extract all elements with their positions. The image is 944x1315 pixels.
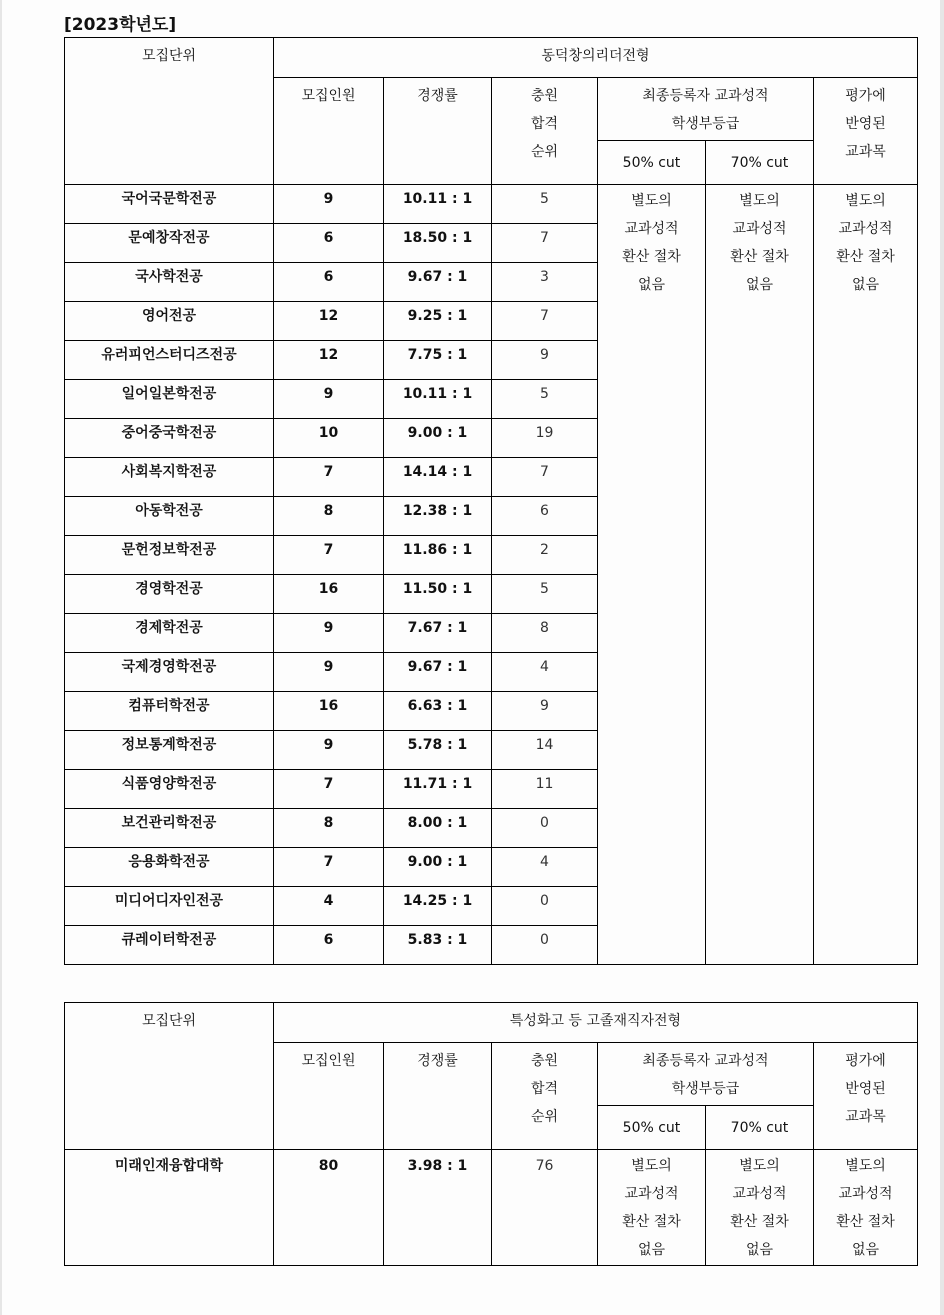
quota-cell: 7 [274,536,384,575]
unit-cell: 아동학전공 [65,497,274,536]
left-gutter [0,0,2,1315]
quota-cell: 9 [274,185,384,224]
unit-cell: 일어일본학전공 [65,380,274,419]
waitlist-cell: 5 [492,575,598,614]
track-title: 동덕창의리더전형 [274,38,918,78]
unit-cell: 미래인재융합대학 [65,1150,274,1266]
ratio-cell: 8.00 : 1 [384,809,492,848]
quota-cell: 6 [274,926,384,965]
quota-cell: 6 [274,263,384,302]
ratio-cell: 5.78 : 1 [384,731,492,770]
ratio-cell: 14.25 : 1 [384,887,492,926]
waitlist-cell: 0 [492,887,598,926]
ratio-cell: 9.00 : 1 [384,419,492,458]
cut70-header: 70% cut [706,141,814,185]
ratio-cell: 9.67 : 1 [384,653,492,692]
unit-cell: 영어전공 [65,302,274,341]
unit-cell: 국어국문학전공 [65,185,274,224]
ratio-cell: 11.71 : 1 [384,770,492,809]
waitlist-cell: 0 [492,926,598,965]
waitlist-cell: 2 [492,536,598,575]
page-title: [2023학년도] [64,15,177,35]
subjects-header: 평가에 반영된 교과목 [814,78,918,185]
unit-cell: 미디어디자인전공 [65,887,274,926]
quota-cell: 4 [274,887,384,926]
ratio-cell: 3.98 : 1 [384,1150,492,1266]
cut50-note: 별도의 교과성적 환산 절차 없음 [598,185,706,965]
waitlist-cell: 4 [492,653,598,692]
waitlist-cell: 11 [492,770,598,809]
quota-cell: 16 [274,692,384,731]
unit-header: 모집단위 [65,1003,274,1150]
ratio-header: 경쟁률 [384,1043,492,1150]
unit-cell: 유러피언스터디즈전공 [65,341,274,380]
table-row [65,185,918,224]
quota-cell: 12 [274,341,384,380]
admission-table-vocational [64,1002,918,1266]
quota-cell: 6 [274,224,384,263]
waitlist-cell: 9 [492,692,598,731]
waitlist-header: 충원 합격 순위 [492,78,598,185]
waitlist-cell: 8 [492,614,598,653]
waitlist-cell: 7 [492,302,598,341]
unit-cell: 경영학전공 [65,575,274,614]
waitlist-header: 충원 합격 순위 [492,1043,598,1150]
quota-cell: 10 [274,419,384,458]
waitlist-cell: 0 [492,809,598,848]
quota-cell: 12 [274,302,384,341]
waitlist-cell: 3 [492,263,598,302]
unit-cell: 식품영양학전공 [65,770,274,809]
track-title: 특성화고 등 고졸재직자전형 [274,1003,918,1043]
cut70-header: 70% cut [706,1106,814,1150]
quota-cell: 8 [274,809,384,848]
quota-header: 모집인원 [274,1043,384,1150]
ratio-cell: 12.38 : 1 [384,497,492,536]
waitlist-cell: 14 [492,731,598,770]
cut50-header: 50% cut [598,1106,706,1150]
ratio-cell: 18.50 : 1 [384,224,492,263]
scrollbar-track[interactable] [940,0,944,1315]
waitlist-cell: 9 [492,341,598,380]
quota-cell: 9 [274,731,384,770]
unit-cell: 큐레이터학전공 [65,926,274,965]
unit-cell: 응용화학전공 [65,848,274,887]
waitlist-cell: 76 [492,1150,598,1266]
unit-cell: 중어중국학전공 [65,419,274,458]
unit-cell: 경제학전공 [65,614,274,653]
quota-cell: 16 [274,575,384,614]
admission-table-leader [64,37,918,965]
table-row [65,1150,918,1266]
ratio-cell: 6.63 : 1 [384,692,492,731]
ratio-cell: 10.11 : 1 [384,185,492,224]
quota-header: 모집인원 [274,78,384,185]
unit-cell: 컴퓨터학전공 [65,692,274,731]
waitlist-cell: 19 [492,419,598,458]
waitlist-cell: 5 [492,185,598,224]
quota-cell: 7 [274,848,384,887]
ratio-cell: 5.83 : 1 [384,926,492,965]
unit-cell: 정보통계학전공 [65,731,274,770]
waitlist-cell: 7 [492,224,598,263]
subjects-header: 평가에 반영된 교과목 [814,1043,918,1150]
unit-header: 모집단위 [65,38,274,185]
grade-group-header: 최종등록자 교과성적 학생부등급 [598,78,814,141]
cut70-note: 별도의 교과성적 환산 절차 없음 [706,185,814,965]
ratio-cell: 11.50 : 1 [384,575,492,614]
unit-cell: 보건관리학전공 [65,809,274,848]
ratio-cell: 7.75 : 1 [384,341,492,380]
ratio-cell: 11.86 : 1 [384,536,492,575]
cut50-header: 50% cut [598,141,706,185]
cut70-note: 별도의 교과성적 환산 절차 없음 [706,1150,814,1266]
waitlist-cell: 6 [492,497,598,536]
waitlist-cell: 4 [492,848,598,887]
cut50-note: 별도의 교과성적 환산 절차 없음 [598,1150,706,1266]
ratio-cell: 10.11 : 1 [384,380,492,419]
unit-cell: 문헌정보학전공 [65,536,274,575]
grade-group-header: 최종등록자 교과성적 학생부등급 [598,1043,814,1106]
unit-cell: 국사학전공 [65,263,274,302]
quota-cell: 8 [274,497,384,536]
ratio-cell: 9.67 : 1 [384,263,492,302]
quota-cell: 9 [274,614,384,653]
unit-cell: 사회복지학전공 [65,458,274,497]
quota-cell: 9 [274,380,384,419]
subjects-note: 별도의 교과성적 환산 절차 없음 [814,1150,918,1266]
quota-cell: 80 [274,1150,384,1266]
quota-cell: 7 [274,770,384,809]
waitlist-cell: 7 [492,458,598,497]
unit-cell: 국제경영학전공 [65,653,274,692]
quota-cell: 7 [274,458,384,497]
subjects-note: 별도의 교과성적 환산 절차 없음 [814,185,918,965]
ratio-cell: 9.25 : 1 [384,302,492,341]
ratio-cell: 9.00 : 1 [384,848,492,887]
waitlist-cell: 5 [492,380,598,419]
ratio-cell: 7.67 : 1 [384,614,492,653]
ratio-cell: 14.14 : 1 [384,458,492,497]
ratio-header: 경쟁률 [384,78,492,185]
quota-cell: 9 [274,653,384,692]
unit-cell: 문예창작전공 [65,224,274,263]
